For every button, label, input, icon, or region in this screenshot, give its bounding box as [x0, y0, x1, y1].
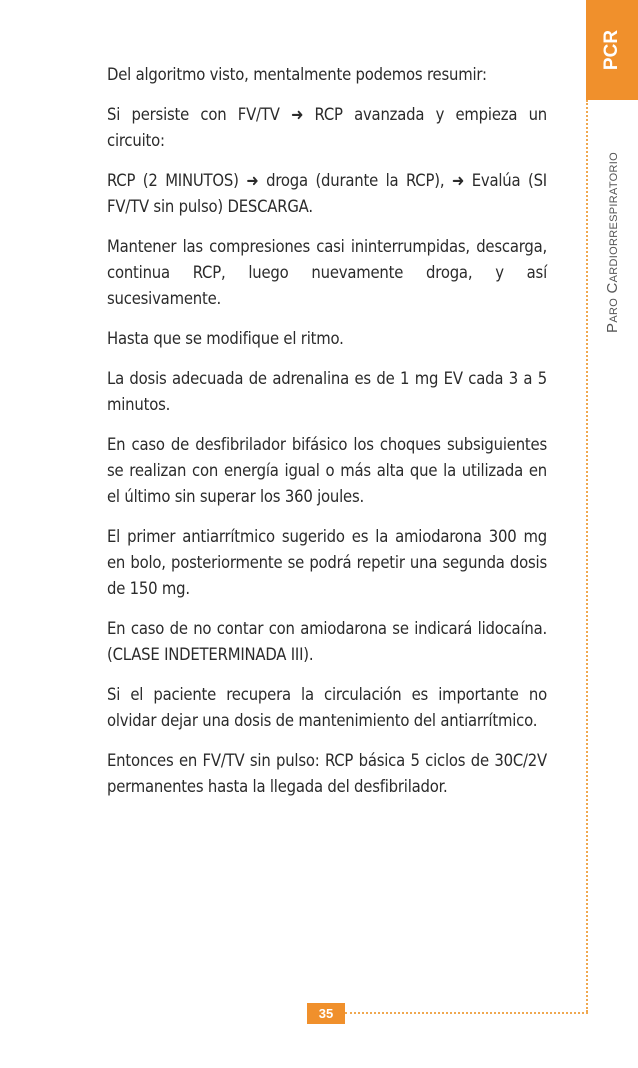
- chapter-side-title-text: Paro Cardiorrespiratorio: [603, 151, 621, 333]
- paragraph-9: En caso de no contar con amiodarona se indicará lidocaína. (CLASE INDETERMINADA III).: [107, 619, 547, 664]
- section-tab-label: PCR: [601, 29, 622, 71]
- dotted-vertical-rule: [586, 100, 588, 1012]
- chapter-side-title: [597, 112, 627, 372]
- paragraph-1: Del algoritmo visto, mentalmente podemos resumir:: [107, 65, 487, 84]
- paragraph-7: En caso de desfibrilador bifásico los choques subsiguientes se realizan con energía igual o más alta que la utilizada en el último sin superar los 360 joules.: [107, 435, 547, 506]
- paragraph-4: Mantener las compresiones casi ininterrumpidas, descarga, continua RCP, luego nuevamente droga, y así sucesivamente.: [107, 237, 547, 308]
- paragraph-11: Entonces en FV/TV sin pulso: RCP básica 5 ciclos de 30C/2V permanentes hasta la llegada del desfibrilador.: [107, 751, 547, 796]
- paragraph-8: El primer antiarrítmico sugerido es la amiodarona 300 mg en bolo, posteriormente se podrá repetir una segunda dosis de 150 mg.: [107, 527, 547, 598]
- paragraph-3: RCP (2 MINUTOS) ➜ droga (durante la RCP), ➜ Evalúa (SI FV/TV sin pulso) DESCARGA.: [107, 171, 547, 216]
- paragraph-10: Si el paciente recupera la circulación es importante no olvidar dejar una dosis de mantenimiento del antiarrítmico.: [107, 685, 547, 730]
- paragraph-5: Hasta que se modifique el ritmo.: [107, 329, 344, 348]
- paragraph-2: Si persiste con FV/TV ➜ RCP avanzada y empieza un circuito:: [107, 105, 547, 150]
- section-tab: [586, 0, 638, 100]
- page-number: 35: [307, 1003, 345, 1024]
- dotted-horizontal-rule: [345, 1012, 588, 1014]
- paragraph-6: La dosis adecuada de adrenalina es de 1 mg EV cada 3 a 5 minutos.: [107, 369, 547, 414]
- body-text: [107, 62, 547, 814]
